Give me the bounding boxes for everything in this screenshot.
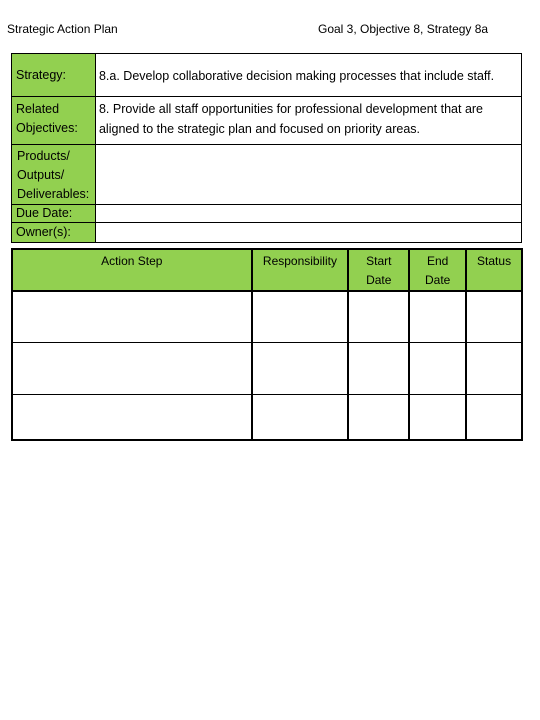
action-steps-header <box>12 249 522 291</box>
table-cell <box>466 291 522 342</box>
deliverables-label: Products/ Outputs/ Deliverables: <box>12 145 96 205</box>
owner-label: Owner(s): <box>12 223 96 243</box>
column-header-responsibility: Responsibility <box>252 249 349 291</box>
table-cell <box>12 342 252 394</box>
deliverables-value <box>95 145 521 205</box>
owner-value <box>95 223 521 243</box>
strategy-info-table <box>11 53 522 243</box>
strategy-value: 8.a. Develop collaborative decision making processes that include staff. <box>95 54 521 97</box>
related-objectives-row <box>12 97 522 145</box>
table-cell <box>252 342 349 394</box>
column-header-action-step: Action Step <box>12 249 252 291</box>
column-header-end-date: End Date <box>409 249 466 291</box>
due-date-value <box>95 205 521 223</box>
table-cell <box>12 394 252 440</box>
table-cell <box>409 394 466 440</box>
table-cell <box>252 394 349 440</box>
related-objectives-value: 8. Provide all staff opportunities for professional development that are aligned to the strategic plan and focused on priority areas. <box>95 97 521 145</box>
table-cell <box>348 291 409 342</box>
table-cell <box>348 342 409 394</box>
action-steps-table <box>11 248 523 441</box>
goal-reference: Goal 3, Objective 8, Strategy 8a <box>318 22 489 36</box>
table-cell <box>409 342 466 394</box>
table-cell <box>252 291 349 342</box>
owner-row <box>12 223 522 243</box>
deliverables-row <box>12 145 522 205</box>
column-header-status: Status <box>466 249 522 291</box>
strategy-label: Strategy: <box>12 54 96 97</box>
table-cell <box>409 291 466 342</box>
table-cell <box>348 394 409 440</box>
page-title: Strategic Action Plan <box>7 22 118 36</box>
table-cell <box>12 291 252 342</box>
strategy-row <box>12 54 522 97</box>
table-row <box>12 291 522 342</box>
table-row <box>12 342 522 394</box>
table-row <box>12 394 522 440</box>
related-objectives-label: Related Objectives: <box>12 97 96 145</box>
due-date-label: Due Date: <box>12 205 96 223</box>
due-date-row <box>12 205 522 223</box>
table-cell <box>466 394 522 440</box>
table-cell <box>466 342 522 394</box>
column-header-start-date: Start Date <box>348 249 409 291</box>
